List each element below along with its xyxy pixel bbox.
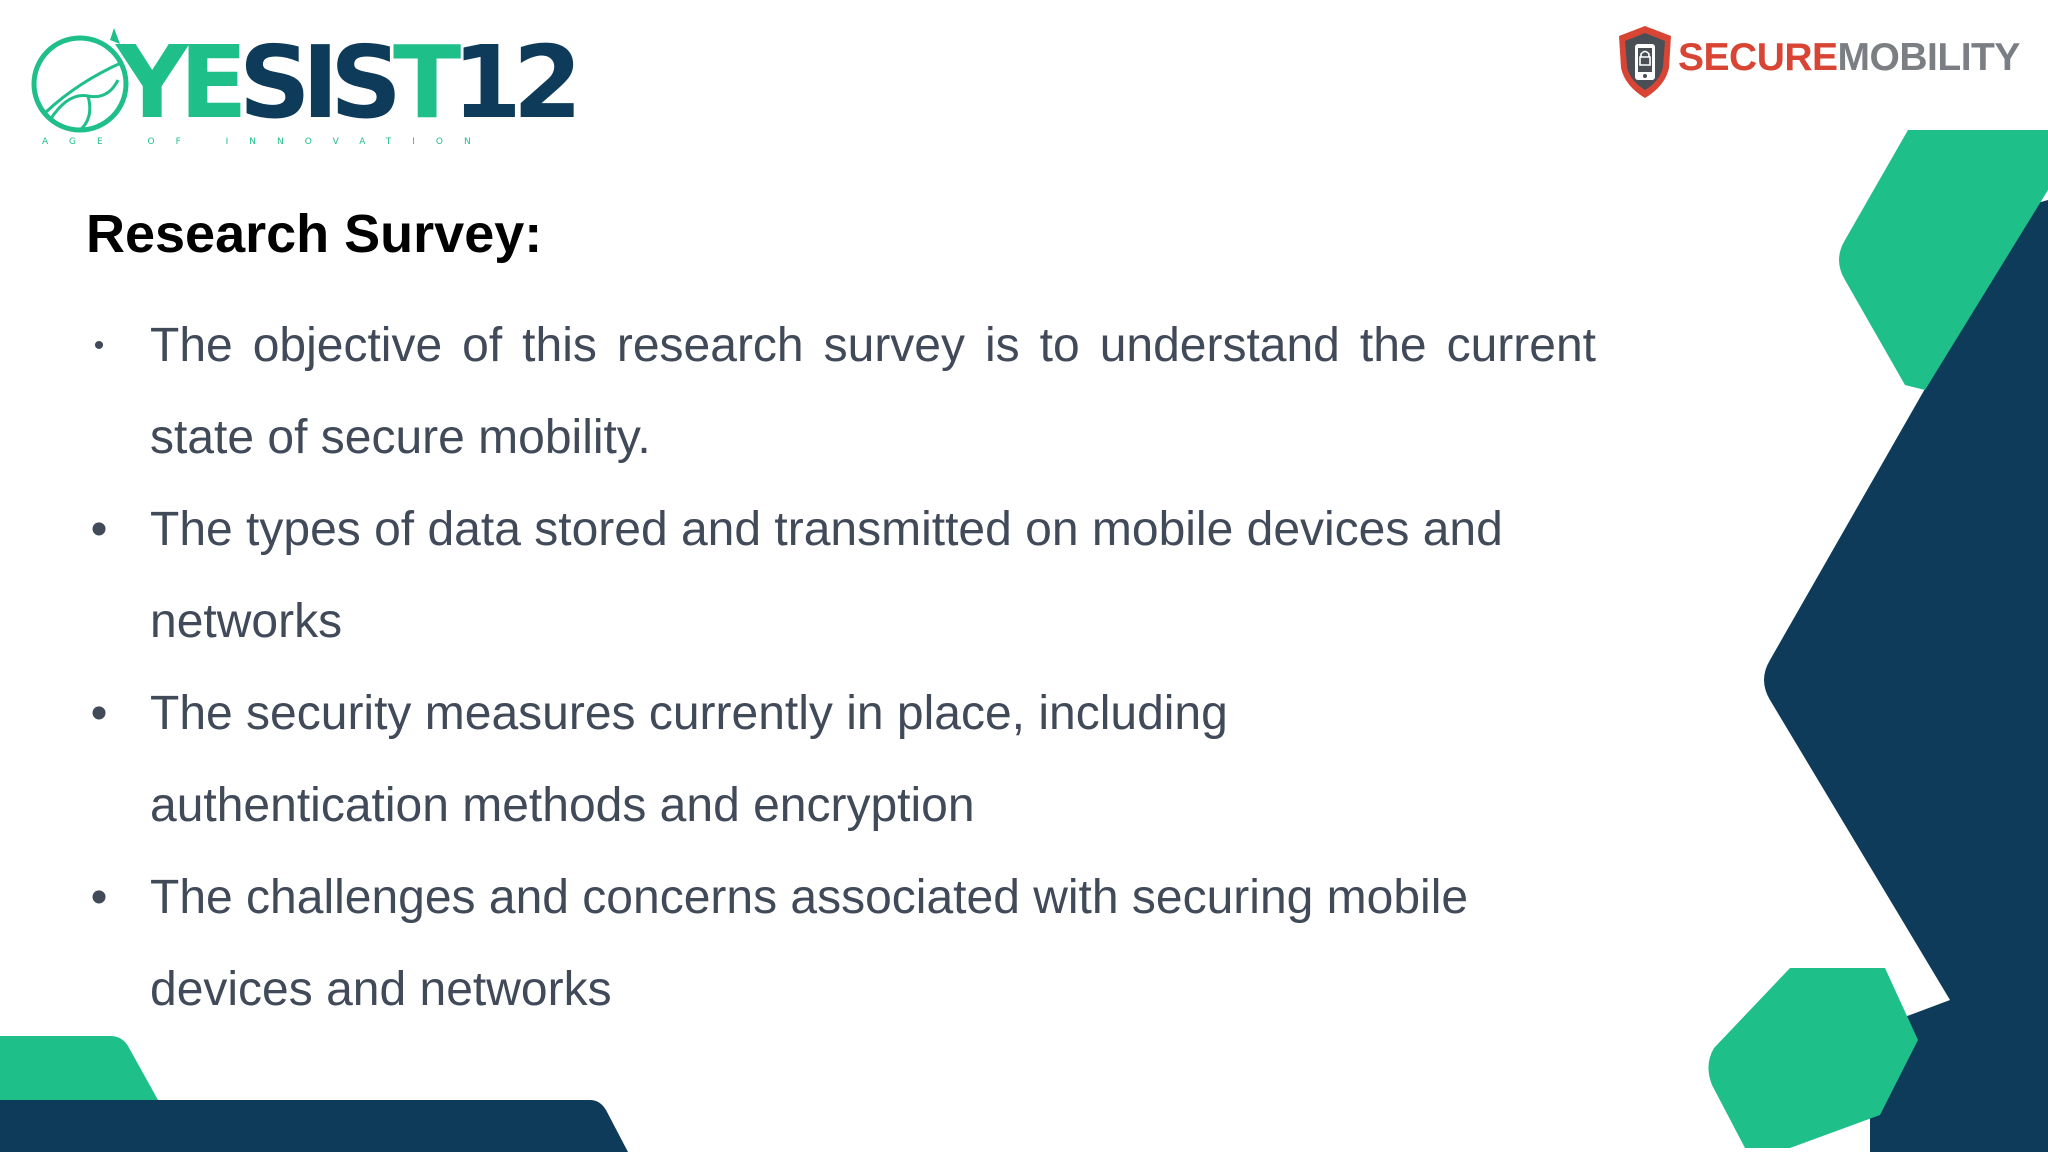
bullet-marker: • bbox=[90, 871, 108, 924]
bullet-item bbox=[84, 484, 1596, 668]
bullet-item bbox=[84, 852, 1596, 1036]
bullet-marker: • bbox=[90, 687, 108, 740]
slide-title: Research Survey: bbox=[86, 204, 543, 264]
securemobility-logo bbox=[1615, 24, 2020, 104]
shield-phone-icon bbox=[1615, 24, 1675, 100]
yesist12-logo bbox=[28, 22, 574, 157]
bullet-item bbox=[84, 300, 1596, 484]
yesist-wordmark: YESIST12 bbox=[116, 24, 574, 141]
bullet-text: The challenges and concerns associated with securing mobile devices and networks bbox=[150, 871, 1469, 1016]
bullet-list bbox=[84, 300, 1596, 1036]
green-strip-bottom-left bbox=[0, 1036, 158, 1100]
bullet-text: The types of data stored and transmitted on mobile devices and networks bbox=[150, 503, 1503, 648]
yesist-tagline: AGE OF INNOVATION bbox=[42, 137, 492, 147]
securemobility-wordmark: SECUREMOBILITY bbox=[1678, 36, 2020, 79]
navy-strip-bottom-left bbox=[0, 1100, 628, 1152]
bullet-marker: • bbox=[93, 329, 105, 362]
bullet-item bbox=[84, 668, 1596, 852]
bullet-marker: • bbox=[90, 503, 108, 556]
bullet-text: The security measures currently in place, including authentication methods and encryption bbox=[150, 687, 1228, 832]
bullet-text: The objective of this research survey is to understand the current state of secure mobility. bbox=[150, 319, 1596, 464]
